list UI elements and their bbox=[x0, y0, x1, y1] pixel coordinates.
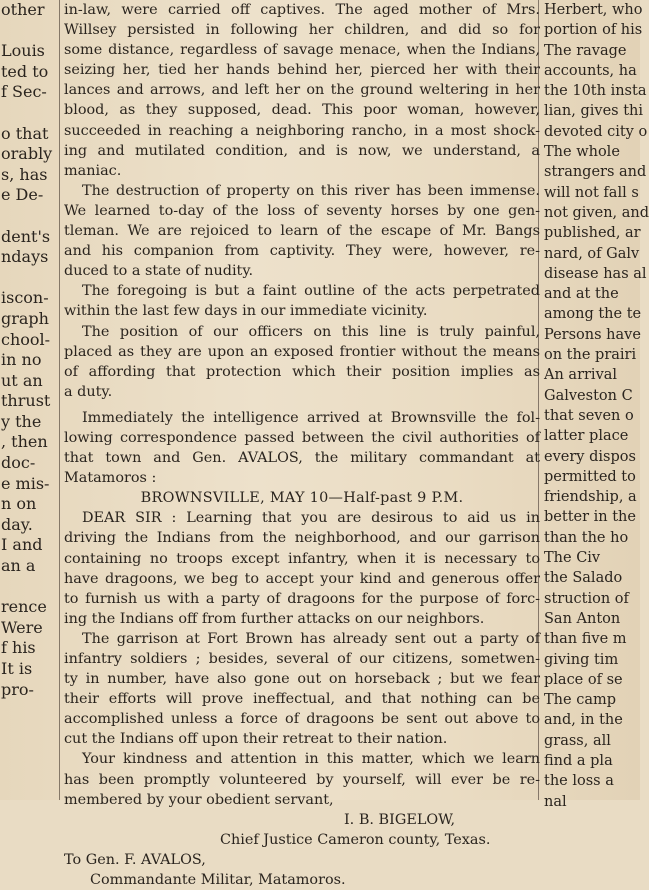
fragment-line: friendship, a bbox=[544, 489, 637, 506]
paragraph-destruction bbox=[64, 181, 540, 281]
text-line: succeeded in reaching a neighboring rancho, in a most shock- bbox=[64, 122, 540, 139]
text-line: The destruction of property on this river has been immense. bbox=[82, 182, 540, 199]
fragment-line: ut an bbox=[1, 370, 43, 390]
fragment-line: strangers and bbox=[544, 164, 647, 181]
fragment-line: The whole bbox=[544, 144, 620, 161]
text-line: some distance, regardless of savage menace, when the Indians, bbox=[64, 42, 540, 59]
fragment-line: the Salado bbox=[544, 570, 623, 587]
fragment-line: graph bbox=[1, 308, 49, 328]
fragment-line: It is bbox=[1, 659, 33, 678]
fragment-line bbox=[0, 577, 54, 598]
text-line: a duty. bbox=[64, 383, 113, 400]
text-line: cut the Indians off upon their retreat to their nation. bbox=[64, 731, 448, 748]
fragment-line: lian, gives thi bbox=[544, 103, 644, 120]
fragment-line: ted to bbox=[1, 61, 49, 81]
signature-title: Chief Justice Cameron county, Texas. bbox=[220, 831, 491, 848]
fragment-line: than the ho bbox=[544, 529, 629, 546]
paragraph-officers-position bbox=[64, 322, 540, 402]
text-line: lowing correspondence passed between the civil authorities of bbox=[64, 429, 540, 446]
fragment-line: will not fall s bbox=[544, 184, 639, 201]
fragment-line bbox=[0, 206, 54, 227]
letter-dateline: BROWNSVILLE, MAY 10—Half-past 9 P.M. bbox=[140, 490, 464, 507]
fragment-line: every dispos bbox=[544, 448, 636, 465]
text-line: DEAR SIR : Learning that you are desirous to aid us in bbox=[82, 510, 540, 527]
fragment-line: f his bbox=[1, 638, 36, 658]
fragment-line: in no bbox=[1, 350, 42, 370]
fragment-line: thrust bbox=[1, 391, 51, 411]
fragment-line: rence bbox=[1, 597, 47, 617]
text-line: infantry soldiers ; besides, several of our citizens, sometwen- bbox=[64, 651, 540, 667]
fragment-line: that seven o bbox=[544, 407, 634, 424]
text-line: driving the Indians from the neighborhood, and our garrison bbox=[64, 530, 540, 547]
text-line: The garrison at Fort Brown has already sent out a party of bbox=[82, 630, 540, 647]
fragment-line: An arrival bbox=[544, 367, 618, 384]
fragment-line: e De- bbox=[1, 185, 44, 205]
fragment-line: , then bbox=[1, 432, 48, 452]
text-line: that town and Gen. AVALOS, the military commandant at bbox=[64, 450, 540, 467]
center-column-article bbox=[64, 0, 540, 889]
fragment-line: nal bbox=[544, 793, 567, 810]
fragment-line: orably bbox=[1, 144, 53, 164]
text-line: tleman. We are rejoiced to learn of the escape of Mr. Bangs bbox=[64, 223, 540, 240]
paragraph-captives bbox=[64, 0, 540, 181]
text-line: and his companion from captivity. They were, however, re- bbox=[64, 243, 540, 260]
text-line: their efforts will prove ineffectual, and that nothing can be bbox=[64, 691, 540, 708]
fragment-line bbox=[0, 21, 54, 42]
fragment-line: nard, of Galv bbox=[544, 245, 640, 262]
text-line: ty in number, have also gone out on horseback ; but we fear bbox=[64, 671, 540, 688]
fragment-line: f Sec- bbox=[1, 82, 47, 102]
fragment-line: doc- bbox=[1, 453, 36, 473]
right-column-fragment bbox=[540, 0, 649, 810]
fragment-line: the loss a bbox=[544, 773, 614, 790]
fragment-line: struction of bbox=[544, 590, 629, 607]
text-line: We learned to-day of the loss of seventy horses by one gen- bbox=[64, 202, 540, 219]
fragment-line: iscon- bbox=[1, 288, 49, 308]
text-line: in-law, were carried off captives. The aged mother of Mrs. bbox=[64, 2, 540, 18]
fragment-line: portion of his bbox=[544, 22, 643, 39]
addressee: To Gen. F. AVALOS, bbox=[64, 851, 206, 868]
fragment-line: published, ar bbox=[544, 225, 641, 242]
fragment-line: place of se bbox=[544, 671, 623, 688]
text-line: to furnish us with a party of dragoons for the purpose of forc- bbox=[64, 590, 540, 607]
addressee-continued: Commandante Militar, Matamoros. bbox=[90, 872, 346, 889]
fragment-line: find a pla bbox=[544, 752, 613, 769]
text-line: duced to a state of nudity. bbox=[64, 263, 254, 280]
fragment-line: Persons have bbox=[544, 326, 641, 343]
fragment-line: disease has al bbox=[544, 265, 647, 282]
fragment-line: permitted to bbox=[544, 468, 636, 485]
fragment-line: ndays bbox=[1, 247, 49, 267]
fragment-line: and, in the bbox=[544, 712, 623, 729]
left-column-fragment bbox=[0, 0, 54, 800]
text-line: Matamoros : bbox=[64, 470, 157, 487]
fragment-line: latter place bbox=[544, 428, 629, 445]
text-line: ing the Indians off from further attacks on our neighbors. bbox=[64, 610, 485, 627]
text-line: containing no troops except infantry, when it is necessary to bbox=[64, 550, 540, 567]
text-line: has been promptly volunteered by yourself, will ever be re- bbox=[64, 771, 540, 788]
fragment-line: among the te bbox=[544, 306, 642, 323]
paragraph-kindness bbox=[64, 749, 540, 809]
fragment-line: Louis bbox=[1, 41, 45, 61]
text-line: within the last few days in our immediate vicinity. bbox=[64, 303, 428, 320]
fragment-line: on the prairi bbox=[544, 347, 637, 364]
fragment-line: devoted city o bbox=[544, 123, 648, 140]
fragment-line: Herbert, who bbox=[544, 2, 643, 18]
fragment-line bbox=[0, 103, 54, 124]
fragment-line: e mis- bbox=[1, 473, 50, 493]
fragment-line: Galveston C bbox=[544, 387, 633, 404]
text-line: maniac. bbox=[64, 162, 122, 179]
fragment-line: Were bbox=[1, 617, 43, 637]
fragment-line: The camp bbox=[544, 692, 616, 709]
paragraph-garrison bbox=[64, 629, 540, 750]
fragment-line: The ravage bbox=[544, 42, 627, 59]
fragment-line: giving tim bbox=[544, 651, 619, 668]
text-line: have dragoons, we beg to accept your kind and generous offer bbox=[64, 570, 540, 587]
fragment-line: y the bbox=[1, 411, 42, 431]
text-line: Immediately the intelligence arrived at Brownsville the fol- bbox=[82, 409, 540, 426]
paragraph-dear-sir bbox=[64, 508, 540, 629]
text-line: accomplished unless a force of dragoons be sent out above to bbox=[64, 711, 540, 728]
text-line: The position of our officers on this line is truly painful, bbox=[82, 323, 540, 340]
fragment-line: the 10th insta bbox=[544, 83, 647, 100]
fragment-line: chool- bbox=[1, 329, 51, 349]
fragment-line: o that bbox=[1, 123, 49, 143]
fragment-line: San Anton bbox=[544, 610, 621, 627]
text-line: Your kindness and attention in this matter, which we learn bbox=[82, 751, 540, 768]
fragment-line: pro- bbox=[1, 679, 34, 699]
fragment-line bbox=[0, 268, 54, 289]
signature-name: I. B. BIGELOW, bbox=[344, 811, 456, 828]
fragment-line: n on bbox=[1, 494, 37, 514]
fragment-line: The Civ bbox=[544, 550, 601, 567]
text-line: lances and arrows, and left her on the ground weltering in her bbox=[64, 82, 540, 99]
fragment-line: than five m bbox=[544, 631, 627, 648]
fragment-line: an a bbox=[1, 556, 36, 576]
paragraph-foregoing bbox=[64, 281, 540, 321]
text-line: The foregoing is but a faint outline of the acts perpetrated bbox=[82, 283, 540, 300]
column-rule-left bbox=[59, 0, 60, 800]
text-line: blood, as they supposed, dead. This poor woman, however, bbox=[64, 102, 540, 119]
fragment-line: s, has bbox=[1, 164, 48, 184]
fragment-line: better in the bbox=[544, 509, 636, 526]
text-line: placed as they are upon an exposed frontier without the means bbox=[64, 343, 540, 360]
text-line: membered by your obedient servant, bbox=[64, 791, 334, 808]
fragment-line: accounts, ha bbox=[544, 62, 637, 79]
fragment-line: grass, all bbox=[544, 732, 611, 749]
text-line: Willsey persisted in following her children, and did so for bbox=[64, 22, 540, 39]
fragment-line: I and bbox=[1, 535, 43, 555]
fragment-line: other bbox=[1, 0, 45, 19]
text-line: seizing her, tied her hands behind her, pierced her with their bbox=[64, 62, 540, 79]
text-line: ing and mutilated condition, and is now, we understand, a bbox=[64, 142, 540, 159]
fragment-line: day. bbox=[1, 514, 33, 534]
fragment-line: dent's bbox=[1, 226, 51, 246]
paragraph-correspondence-intro bbox=[64, 408, 540, 488]
text-line: of affording that protection which their position implies as bbox=[64, 363, 540, 380]
fragment-line: not given, and bbox=[544, 204, 649, 221]
fragment-line: and at the bbox=[544, 286, 619, 303]
